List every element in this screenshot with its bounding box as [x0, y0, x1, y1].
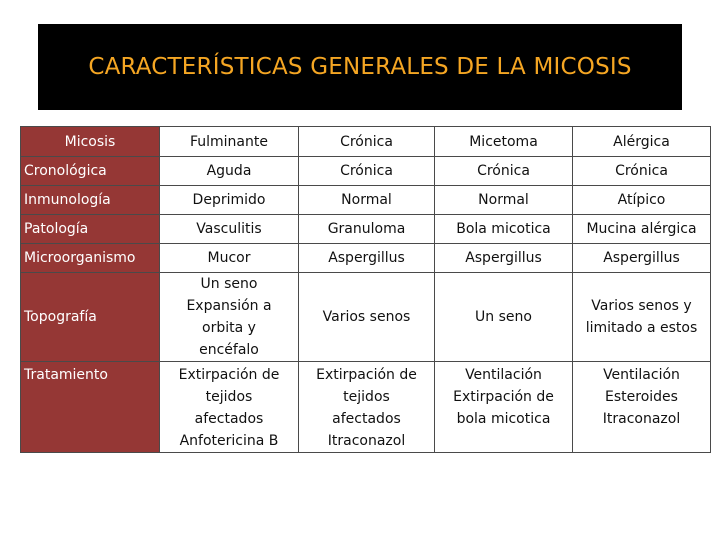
table-cell: Aguda — [160, 157, 299, 186]
table-cell: Normal — [435, 186, 573, 215]
table-cell: Mucina alérgica — [573, 215, 711, 244]
cell-line: tejidos — [205, 389, 253, 405]
cell-line: Extirpación de — [178, 367, 280, 383]
table-cell: Aspergillus — [435, 244, 573, 273]
table-cell: Vasculitis — [160, 215, 299, 244]
column-header: Micetoma — [435, 127, 573, 157]
cell-line: tejidos — [343, 389, 390, 405]
table-row — [21, 244, 711, 273]
table-cell — [573, 362, 711, 453]
row-label: Cronológica — [21, 157, 160, 186]
table-cell — [299, 273, 435, 362]
table-cell — [573, 273, 711, 362]
cell-line: orbita y — [202, 320, 256, 336]
cell-line: Un seno — [475, 309, 532, 325]
row-label: Patología — [21, 215, 160, 244]
table-cell: Aspergillus — [573, 244, 711, 273]
column-header: Fulminante — [160, 127, 299, 157]
corner-header: Micosis — [21, 127, 160, 157]
table-cell — [435, 362, 573, 453]
table-row — [21, 157, 711, 186]
table-row — [21, 362, 711, 453]
slide-title: CARACTERÍSTICAS GENERALES DE LA MICOSIS — [88, 54, 632, 80]
cell-line: limitado a estos — [585, 320, 698, 336]
table-cell: Mucor — [160, 244, 299, 273]
table-cell: Deprimido — [160, 186, 299, 215]
row-label: Topografía — [21, 273, 160, 362]
cell-line: Extirpación de — [453, 389, 554, 405]
cell-line: Un seno — [200, 276, 258, 292]
table-cell — [299, 362, 435, 453]
table-row — [21, 215, 711, 244]
table-cell: Crónica — [299, 157, 435, 186]
table-cell: Normal — [299, 186, 435, 215]
cell-line: Itraconazol — [602, 411, 681, 427]
table-cell: Granuloma — [299, 215, 435, 244]
cell-line: Ventilación — [603, 367, 680, 383]
table-cell: Crónica — [573, 157, 711, 186]
table-cell — [435, 273, 573, 362]
cell-line: Extirpación de — [316, 367, 417, 383]
table-cell — [160, 362, 299, 453]
row-label: Tratamiento — [21, 362, 160, 453]
row-label: Inmunología — [21, 186, 160, 215]
row-label: Microorganismo — [21, 244, 160, 273]
table-cell: Bola micotica — [435, 215, 573, 244]
cell-line: bola micotica — [456, 411, 551, 427]
cell-line: encéfalo — [199, 342, 259, 358]
cell-line: Varios senos — [322, 309, 411, 325]
cell-line: Itraconazol — [327, 433, 406, 449]
table-cell: Aspergillus — [299, 244, 435, 273]
mycosis-table — [20, 126, 711, 453]
cell-line: Ventilación — [465, 367, 542, 383]
column-header: Alérgica — [573, 127, 711, 157]
cell-line: afectados — [194, 411, 264, 427]
table-cell: Atípico — [573, 186, 711, 215]
cell-line: afectados — [332, 411, 401, 427]
title-banner — [38, 24, 682, 110]
column-header: Crónica — [299, 127, 435, 157]
table-row — [21, 273, 711, 362]
table-row — [21, 186, 711, 215]
cell-line: Expansión a — [186, 298, 272, 314]
table-cell — [160, 273, 299, 362]
table-cell: Crónica — [435, 157, 573, 186]
cell-line: Esteroides — [605, 389, 678, 405]
cell-line: Anfotericina B — [179, 433, 279, 449]
header-row — [21, 127, 711, 157]
cell-line: Varios senos y — [591, 298, 692, 314]
